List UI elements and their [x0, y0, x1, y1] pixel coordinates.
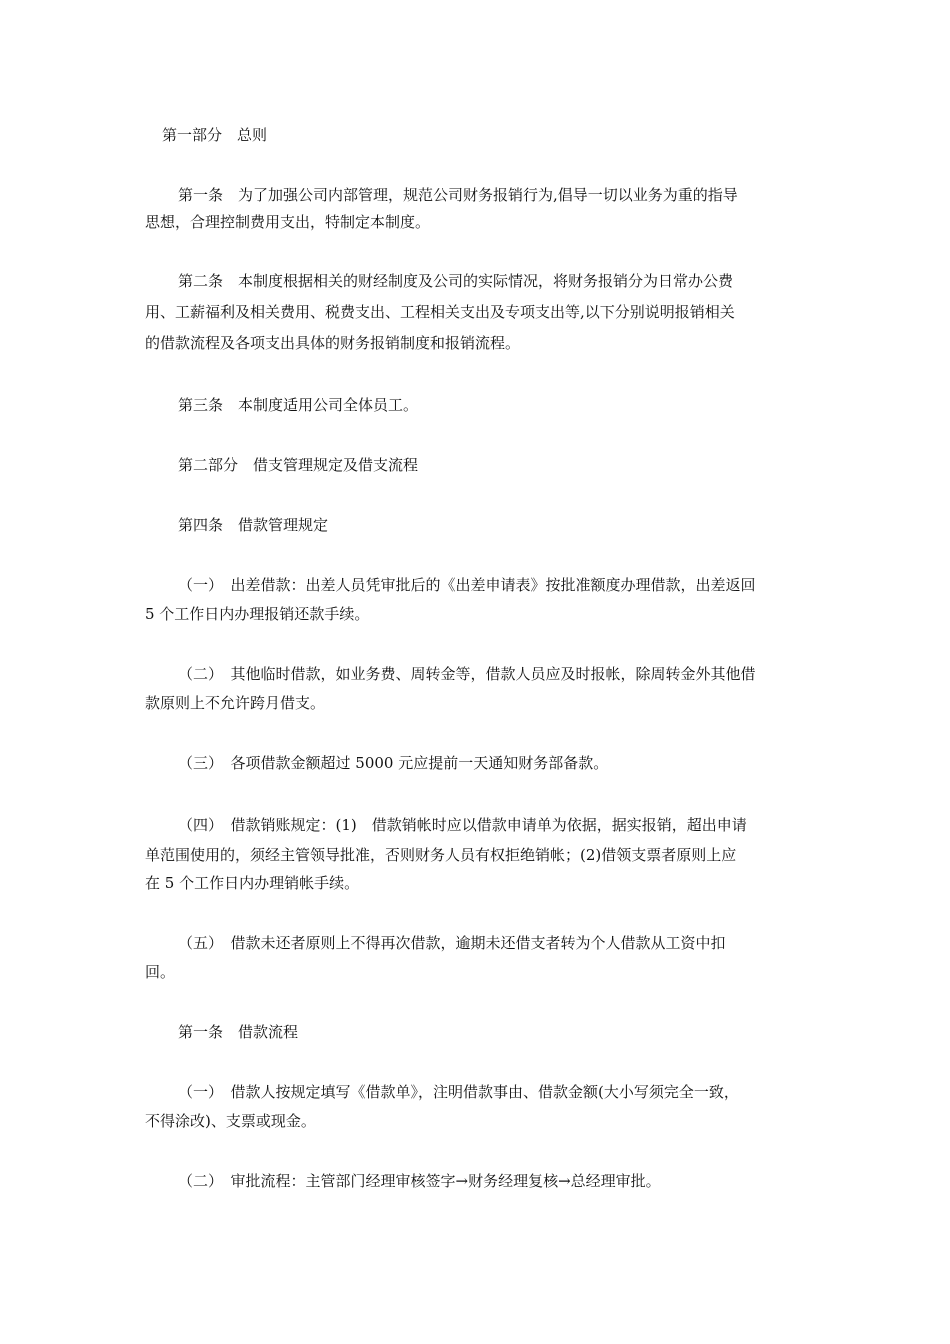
- item-2-line-2: 款原则上不允许跨月借支。: [145, 694, 326, 712]
- item-5-line-2: 回。: [145, 963, 176, 981]
- article-1-line-1: 第一条 为了加强公司内部管理，规范公司财务报销行为,倡导一切以业务为重的指导: [178, 186, 738, 204]
- article-3: 第三条 本制度适用公司全体员工。: [178, 396, 419, 414]
- article-4-heading: 第四条 借款管理规定: [178, 516, 329, 534]
- process-item-1-line-1: （一） 借款人按规定填写《借款单》，注明借款事由、借款金额(大小写须完全一致，: [178, 1083, 739, 1101]
- part-two-heading: 第二部分 借支管理规定及借支流程: [178, 456, 419, 474]
- borrowing-process-heading: 第一条 借款流程: [178, 1023, 299, 1041]
- article-2-line-1: 第二条 本制度根据相关的财经制度及公司的实际情况，将财务报销分为日常办公费: [178, 272, 734, 290]
- item-5-line-1: （五） 借款未还者原则上不得再次借款，逾期未还借支者转为个人借款从工资中扣: [178, 934, 726, 952]
- item-1-line-1: （一） 出差借款：出差人员凭审批后的《出差申请表》按批准额度办理借款，出差返回: [178, 576, 756, 594]
- process-item-1-line-2: 不得涂改)、支票或现金。: [145, 1112, 316, 1130]
- article-1-line-2: 思想，合理控制费用支出，特制定本制度。: [145, 213, 431, 231]
- process-item-2: （二） 审批流程：主管部门经理审核签字→财务经理复核→总经理审批。: [178, 1172, 661, 1190]
- item-4-line-1: （四） 借款销账规定：(1) 借款销帐时应以借款申请单为依据，据实报销，超出申请: [178, 816, 747, 834]
- item-4-line-2: 单范围使用的，须经主管领导批准，否则财务人员有权拒绝销帐；(2)借领支票者原则上应: [145, 846, 737, 864]
- item-3: （三） 各项借款金额超过 5000 元应提前一天通知财务部备款。: [178, 754, 609, 772]
- part-one-heading: 第一部分 总则: [162, 126, 268, 144]
- item-1-line-2: 5 个工作日内办理报销还款手续。: [145, 605, 370, 623]
- item-4-line-3: 在 5 个工作日内办理销帐手续。: [145, 874, 360, 892]
- item-2-line-1: （二） 其他临时借款，如业务费、周转金等，借款人员应及时报帐，除周转金外其他借: [178, 665, 756, 683]
- article-2-line-2: 用、工薪福利及相关费用、税费支出、工程相关支出及专项支出等,以下分别说明报销相关: [145, 303, 735, 321]
- article-2-line-3: 的借款流程及各项支出具体的财务报销制度和报销流程。: [145, 334, 521, 352]
